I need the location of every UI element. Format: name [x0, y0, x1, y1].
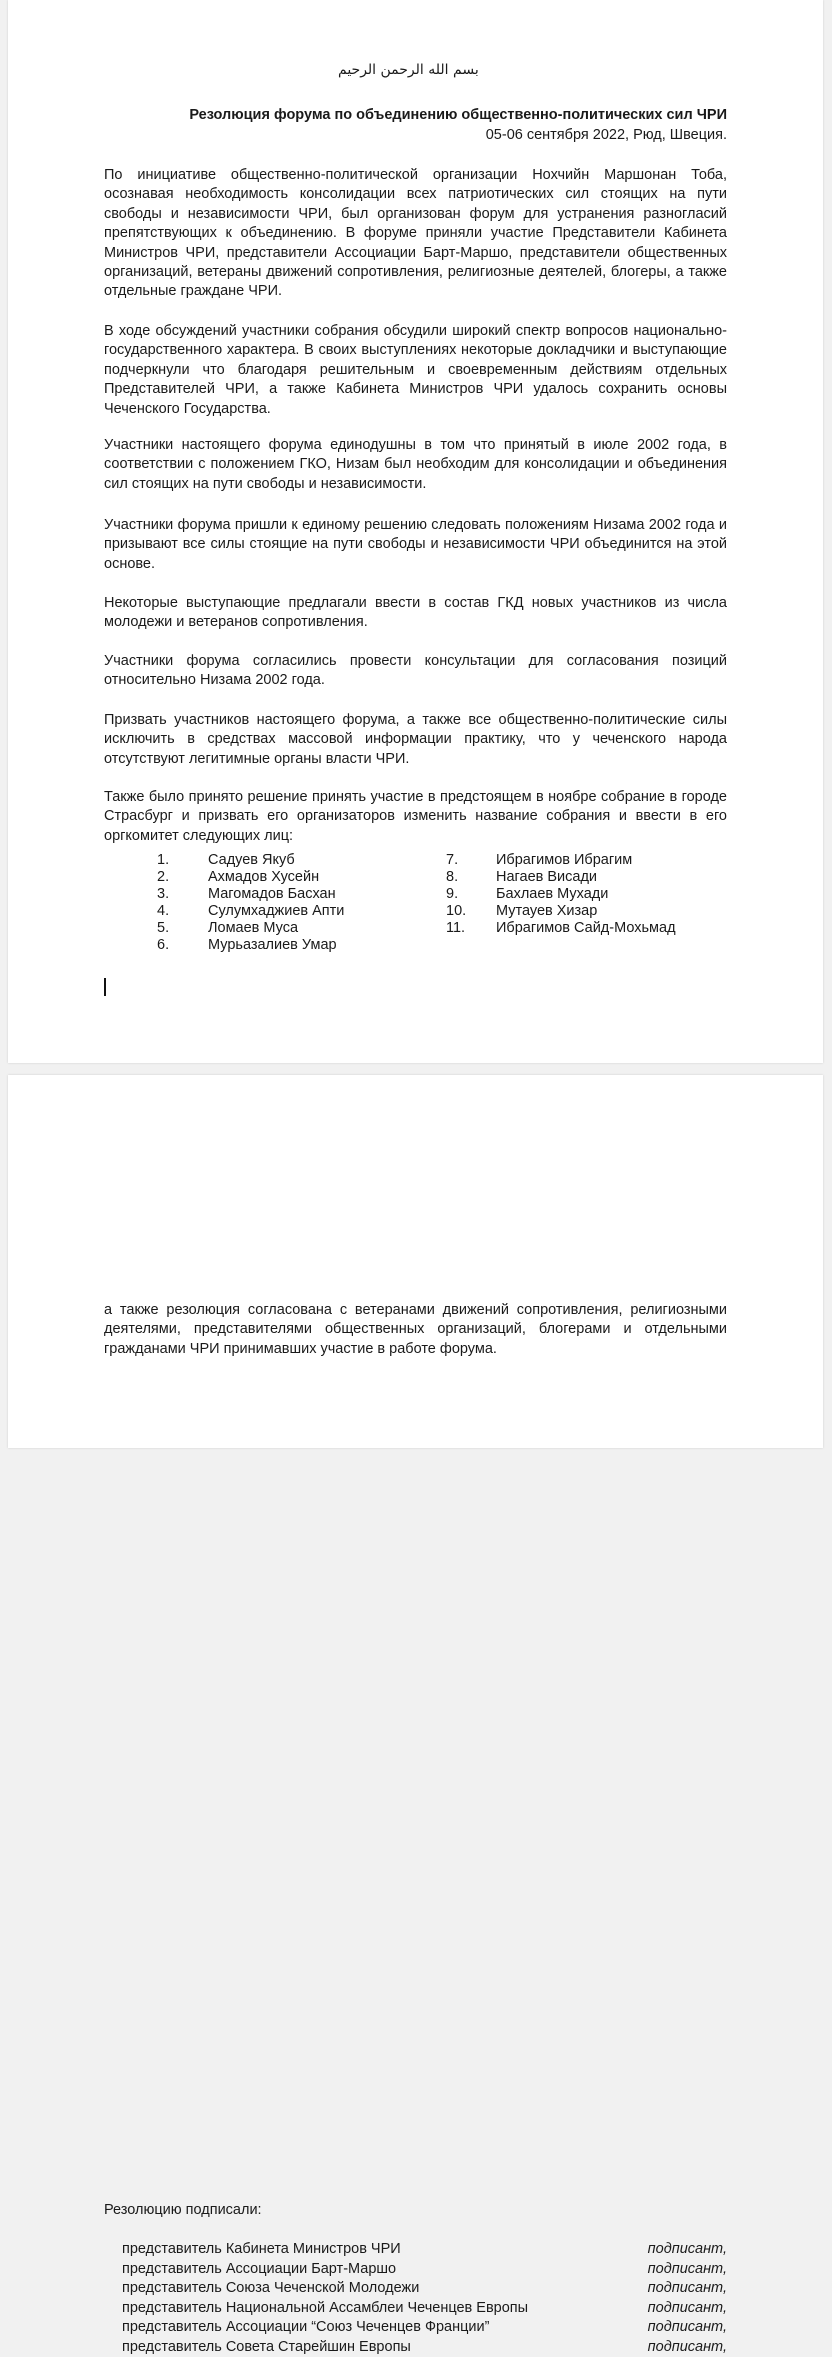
member-name: Ахмадов Хусейн: [208, 869, 319, 885]
list-item: [446, 920, 676, 937]
paragraph-closing: а также резолюция согласована с ветеранами движений сопротивления, религиозными деятелями, представителями общественных организаций, блогерами и отдельными гражданами ЧРИ принимавших участие в работе форума.: [104, 1301, 727, 1359]
document-page-1: [8, 0, 823, 1063]
text-cursor[interactable]: [104, 978, 106, 996]
bismillah-heading: بسم الله الرحمن الرحيم: [338, 62, 479, 78]
table-row: [122, 2279, 727, 2299]
list-number: 4.: [157, 903, 208, 920]
member-list-right: [446, 852, 676, 937]
paragraph-new-members: Некоторые выступающие предлагали ввести в состав ГКД новых участников из числа молодежи и ветеранов сопротивления.: [104, 594, 727, 633]
list-number: 10.: [446, 903, 496, 920]
member-name: Садуев Якуб: [208, 852, 295, 868]
list-number: 6.: [157, 937, 208, 954]
paragraph-media-appeal: Призвать участников настоящего форума, а также все общественно-политические силы исключить в средствах массовой информации практику, что у чеченского народа отсутствуют легитимные органы власти ЧРИ.: [104, 711, 727, 769]
signatory-name: представитель Ассоциации Барт-Маршо: [122, 2260, 628, 2280]
member-name: Бахлаев Мухади: [496, 886, 608, 902]
signatory-name: представитель Национальной Ассамблеи Чеченцев Европы: [122, 2299, 628, 2319]
list-item: [157, 903, 344, 920]
table-row: [122, 2338, 727, 2357]
signatory-name: представитель Совета Старейшин Европы: [122, 2338, 628, 2357]
table-row: [122, 2260, 727, 2280]
list-number: 2.: [157, 869, 208, 886]
paragraph-consultations: Участники форума согласились провести консультации для согласования позиций относительно Низама 2002 года.: [104, 652, 727, 691]
signatory-name: представитель Союза Чеченской Молодежи: [122, 2279, 628, 2299]
dateline: 05-06 сентября 2022, Рюд, Швеция.: [486, 127, 727, 143]
signature-mark: подписант,: [628, 2318, 727, 2338]
document-page-2: [8, 1075, 823, 1448]
list-item: [446, 903, 676, 920]
member-name: Нагаев Висади: [496, 869, 597, 885]
member-list-left: [157, 852, 344, 955]
list-number: 1.: [157, 852, 208, 869]
member-name: Ломаев Муса: [208, 920, 298, 936]
member-name: Сулумхаджиев Апти: [208, 903, 344, 919]
document-title: Резолюция форума по объединению общественно-политических сил ЧРИ: [189, 107, 727, 123]
member-name: Мурьазалиев Умар: [208, 937, 337, 953]
signature-mark: подписант,: [628, 2279, 727, 2299]
signature-mark: подписант,: [628, 2240, 727, 2260]
paragraph-discussion: В ходе обсуждений участники собрания обсудили широкий спектр вопросов национально-государственного характера. В своих выступлениях некоторые докладчики и выступающие подчеркнули что благодаря решительным и своевременным действиям отдельных Представителей ЧРИ, а также Кабинета Министров ЧРИ удалось сохранить основы Чеченского Государства.: [104, 322, 727, 419]
signatures-table: [122, 2240, 727, 2357]
member-name: Магомадов Басхан: [208, 886, 336, 902]
paragraph-decision: Участники форума пришли к единому решению следовать положениям Низама 2002 года и призывают все силы стоящие на пути свободы и независимости ЧРИ объединится на этой основе.: [104, 516, 727, 574]
table-row: [122, 2299, 727, 2319]
paragraph-nizam-2002: Участники настоящего форума единодушны в том что принятый в июле 2002 года, в соответствии с положением ГКО, Низам был необходим для консолидации и объединения сил стоящих на пути свободы и независимости.: [104, 436, 727, 494]
list-number: 11.: [446, 920, 496, 937]
signatures-heading: Резолюцию подписали:: [104, 2202, 262, 2218]
member-name: Мутауев Хизар: [496, 903, 597, 919]
signature-mark: подписант,: [628, 2338, 727, 2357]
paragraph-strasbourg: Также было принято решение принять участие в предстоящем в ноябре собрание в городе Страсбург и призвать его организаторов изменить название собрания и ввести в его оргкомитет следующих лиц:: [104, 788, 727, 846]
table-row: [122, 2318, 727, 2338]
member-name: Ибрагимов Ибрагим: [496, 852, 632, 868]
signatory-name: представитель Кабинета Министров ЧРИ: [122, 2240, 628, 2260]
list-item: [157, 920, 344, 937]
list-number: 3.: [157, 886, 208, 903]
list-item: [157, 937, 344, 954]
list-number: 8.: [446, 869, 496, 886]
list-item: [446, 869, 676, 886]
member-name: Ибрагимов Сайд-Мохьмад: [496, 920, 676, 936]
signatory-name: представитель Ассоциации “Союз Чеченцев Франции”: [122, 2318, 628, 2338]
list-item: [157, 886, 344, 903]
list-number: 7.: [446, 852, 496, 869]
list-item: [157, 869, 344, 886]
list-number: 5.: [157, 920, 208, 937]
paragraph-initiative: По инициативе общественно-политической организации Нохчийн Маршонан Тоба, осознавая необходимость консолидации всех патриотических сил стоящих на пути свободы и независимости ЧРИ, был организован форум для устранения разногласий препятствующих к объединению. В форуме приняли участие Представители Кабинета Министров ЧРИ, представители Ассоциации Барт-Маршо, представители общественных организаций, ветераны движений сопротивления, религиозные деятелей, блогеры, а также отдельные граждане ЧРИ.: [104, 166, 727, 302]
list-item: [446, 886, 676, 903]
signature-mark: подписант,: [628, 2260, 727, 2280]
signature-mark: подписант,: [628, 2299, 727, 2319]
list-number: 9.: [446, 886, 496, 903]
table-row: [122, 2240, 727, 2260]
list-item: [446, 852, 676, 869]
list-item: [157, 852, 344, 869]
